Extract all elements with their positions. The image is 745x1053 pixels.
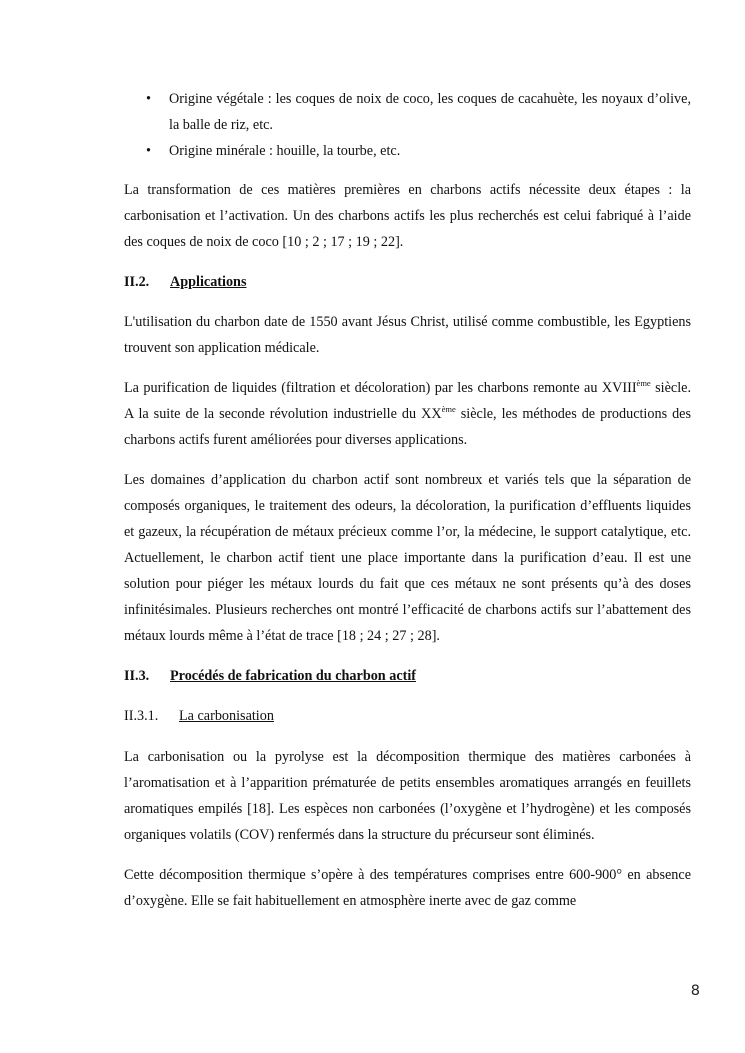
section-number: II.3.: [124, 668, 150, 684]
superscript: ème: [636, 378, 651, 388]
bullet-icon: •: [146, 143, 151, 159]
paragraph: L'utilisation du charbon date de 1550 avant Jésus Christ, utilisé comme combustible, les Egyptiens trouvent son application médicale.: [124, 314, 691, 356]
superscript: ème: [441, 404, 456, 414]
section-title: Procédés de fabrication du charbon actif: [170, 668, 417, 684]
document-page: [124, 86, 691, 914]
intro-paragraph: La transformation de ces matières premières en charbons actifs nécessite deux étapes : la carbonisation et l’activation. Un des charbons actifs les plus recherchés est celui fabriqué à l’aide des coques de noix de coco [10 ; 2 ; 17 ; 19 ; 22].: [124, 182, 691, 250]
section-heading-applications: [124, 269, 691, 295]
subsection-title: La carbonisation: [179, 708, 274, 724]
list-item: [124, 86, 691, 138]
paragraph: La carbonisation ou la pyrolyse est la décomposition thermique des matières carbonées à l’aromatisation et à l’apparition prématurée de petits ensembles aromatiques arrangés en feuillets aromatiques empilés [18]. Les espèces non carbonées (l’oxygène et l’hydrogène) et les composés organiques volatils (COV) renfermés dans la structure du précurseur sont éliminés.: [124, 749, 691, 843]
precursor-origin-list: [124, 86, 691, 164]
section-heading-procedes: [124, 663, 691, 689]
paragraph: Cette décomposition thermique s’opère à des températures comprises entre 600-900° en absence d’oxygène. Elle se fait habituellement en atmosphère inerte avec de gaz comme: [124, 867, 691, 909]
subsection-number: II.3.1.: [124, 708, 159, 724]
subsection-heading-carbonisation: [124, 703, 691, 729]
list-item-text: Origine minérale : houille, la tourbe, etc.: [169, 143, 401, 159]
text-run: siècle, les méthodes de productions des charbons actifs furent améliorées pour diverses applications.: [124, 406, 691, 448]
text-run: La purification de liquides (filtration et décoloration) par les charbons remonte au XVIII: [124, 380, 637, 396]
paragraph: Les domaines d’application du charbon actif sont nombreux et variés tels que la séparation de composés organiques, le traitement des odeurs, la décoloration, la purification d’effluents liquides et gazeux, la récupération de métaux précieux comme l’or, la médecine, le support catalytique, etc. Actuellement, le charbon actif tient une place importante dans la purification d’eau. Il est une solution pour piéger les métaux lourds du fait que ces métaux ne sont présents qu’à des doses infinitésimales. Plusieurs recherches ont montré l’efficacité de charbons actifs sur l’abattement des métaux lourds même à l’état de trace [18 ; 24 ; 27 ; 28].: [124, 472, 691, 644]
text-run: siècle. A la suite de la seconde révolution industrielle du XX: [124, 380, 691, 422]
list-item: [124, 138, 691, 164]
section-title: Applications: [170, 274, 247, 290]
page-number: 8: [690, 983, 700, 999]
section-number: II.2.: [124, 274, 150, 290]
list-item-text: Origine végétale : les coques de noix de coco, les coques de cacahuète, les noyaux d’olive, la balle de riz, etc.: [169, 91, 691, 133]
paragraph: [124, 375, 691, 453]
bullet-icon: •: [146, 91, 151, 107]
